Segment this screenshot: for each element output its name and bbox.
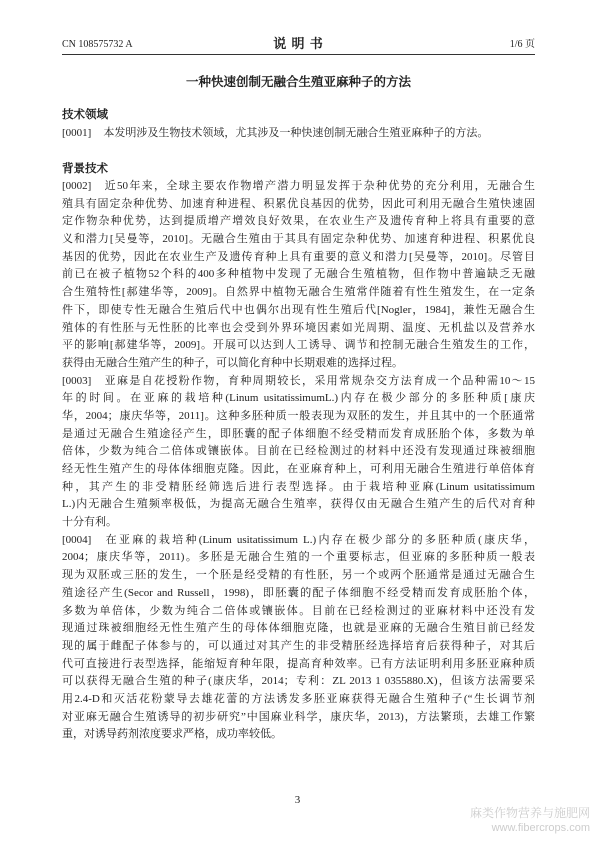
paragraph-line: 定作物杂种优势，达到提质增产增效良好效果，在农业生产及遗传育种上将具有重要的意 <box>62 215 535 228</box>
page-number: 3 <box>294 794 301 806</box>
header-divider <box>62 54 535 55</box>
paragraph-line <box>62 178 535 196</box>
paragraph-line <box>62 373 535 391</box>
paragraph-line: 殖途径产生(Secor and Russell，1998)，即胚囊的配子体细胞不经受精而发育成胚胎个体， <box>62 586 535 599</box>
paragraph-0004 <box>62 532 535 744</box>
paragraph-line: 可以获得无融合生殖的种子(康庆华，2014；专利：ZL 2013 1 0355880.X)，但该方法需要采 <box>62 675 535 688</box>
paragraph-line: 十分有利。 <box>62 516 117 529</box>
section-heading-background: 背景技术 <box>62 163 108 175</box>
paragraph-number: [0002] <box>62 180 92 192</box>
paragraph-line <box>62 125 535 143</box>
paragraph-line: 前已在被子植物52个科的400多种植物中发现了无融合生殖植物，但作物中普遍缺乏无融 <box>62 268 535 281</box>
paragraph-line: 重，对诱导药剂浓度要求严格，成功率较低。 <box>62 728 282 741</box>
paragraph-line: 用2.4-D和灭活花粉蒙导去雄花蕾的方法诱发多胚亚麻获得无融合生殖种子(“生长调节剂 <box>62 692 535 705</box>
paragraph-0001 <box>62 125 535 143</box>
paragraph-line: 现为双胚或三胚的发生，一个胚是经受精的有性胚，另一个或两个胚通常是通过无融合生 <box>62 569 535 582</box>
paragraph-number: [0003] <box>62 374 92 387</box>
document-title: 一种快速创制无融合生殖亚麻种子的方法 <box>185 75 411 89</box>
paragraph-line: 经无性生殖产生的母体体细胞克隆。因此，在亚麻育种上，可利用无融合生殖进行单倍体育 <box>62 463 535 475</box>
paragraph-text: 在亚麻的栽培种(Linum usitatissimum L.)内存在极少部分的多胚种质(康庆华， <box>103 533 535 546</box>
paragraph-line: 对亚麻无融合生殖诱导的初步研究”中国麻业科学，康庆华，2013)，方法繁琐，去雄工作繁 <box>62 710 535 723</box>
paragraph-line: 是通过无融合生殖途径产生，即胚囊的配子体细胞不经受精而发育成胚胎个体，多数为单 <box>62 427 535 440</box>
watermark <box>470 806 590 835</box>
section-technical-field <box>62 125 535 143</box>
paragraph-line: 2004；康庆华等，2011)。多胚是无融合生殖的一个重要标志，但亚麻的多胚种质一般表 <box>62 551 535 564</box>
paragraph-0003 <box>62 373 535 532</box>
paragraph-line: 现的属于雌配子体参与的，可以通过对其产生的非受精胚经选择培育后获得种子，对其后 <box>62 639 535 652</box>
paragraph-line: 殖体的有性胚与无性胚的比率也会受到外界环境因素如光周期、温度、无机盐以及营养水 <box>62 321 535 334</box>
paragraph-line: 种，其产生的非受精胚经筛选后进行表型选择。由于栽培种亚麻(Linum usitatissimum <box>62 480 535 493</box>
paragraph-line: 代可直接进行表型选择，能缩短育种年限，提高育种效率。已有方法证明利用多胚亚麻种质 <box>62 657 535 670</box>
paragraph-line: 合生殖特性[郝建华等，2009]。自然界中植物无融合生殖常伴随着有性生殖发生，在一定条 <box>62 286 535 299</box>
document-number: CN 108575732 A <box>62 39 133 50</box>
paragraph-number: [0001] <box>62 127 92 139</box>
paragraph-line: 平的影响[郝建华等，2009]。开展可以达到人工诱导、调节和控制无融合生殖发生的工作， <box>62 339 535 352</box>
paragraph-line: 现通过珠被细胞经无性生殖产生的母体体细胞克隆，也就是亚麻的无融合生殖目前已经发 <box>62 622 535 635</box>
paragraph-text: 本发明涉及生物技术领域，尤其涉及一种快速创制无融合生殖亚麻种子的方法。 <box>103 127 489 139</box>
paragraph-line: 年的时间。在亚麻的栽培种(Linum usitatissimumL.)内存在极少部分的多胚种质[康庆 <box>62 392 535 405</box>
paragraph-line: 基因的优势，因此在农业生产及遗传育种上具有重要的意义和潜力[吴曼等，2010]。尽管目 <box>62 250 535 263</box>
paragraph-line: 获得由无融合生殖产生的种子，可以简化育种中长期艰难的选择过程。 <box>62 356 403 369</box>
section-background <box>62 178 535 744</box>
document-type: 说 明 书 <box>273 36 324 51</box>
paragraph-line: L.)内无融合生殖频率极低，为提高无融合生殖率，获得仅由无融合生殖产生的后代对育种 <box>62 498 535 511</box>
section-heading-technical-field: 技术领域 <box>62 109 108 121</box>
paragraph-line: 件下，即使专性无融合生殖后代中也偶尔出现有性生殖后代[Nogler，1984]，兼性无融合生 <box>62 303 535 316</box>
paragraph-number: [0004] <box>62 533 92 546</box>
paragraph-text: 近50年来，全球主要农作物增产潜力明显发挥于杂种优势的充分利用，无融合生 <box>103 180 535 192</box>
watermark-site-name: 麻类作物营养与施肥网 <box>469 806 590 820</box>
page-header <box>62 37 535 53</box>
paragraph-line: 华，2004；康庆华等，2011]。这种多胚种质一般表现为双胚的发生，并且其中的一个胚通常 <box>62 409 535 422</box>
paragraph-text: 亚麻是自花授粉作物，育种周期较长，采用常规杂交方法育成一个品种需10～15 <box>103 374 535 387</box>
paragraph-line <box>62 532 535 550</box>
paragraph-line: 多数为单倍体，少数为纯合二倍体或镶嵌体。目前在已经检测过的亚麻材料中还没有发 <box>62 604 535 617</box>
page-info: 1/6 页 <box>509 39 535 50</box>
paragraph-line: 义和潜力[吴曼等，2010]。无融合生殖由于其具有固定杂种优势、加速育种进程、积累优良 <box>62 233 535 246</box>
watermark-url: www.fibercrops.com <box>491 822 590 834</box>
paragraph-line: 倍体，少数为纯合二倍体或镶嵌体。目前在已经检测过的材料中还没有发现通过珠被细胞 <box>62 445 535 458</box>
paragraph-line: 殖具有固定杂种优势、加速育种进程、积累优良基因的优势，因此可利用无融合生殖快速固 <box>62 197 535 210</box>
paragraph-0002 <box>62 178 535 373</box>
